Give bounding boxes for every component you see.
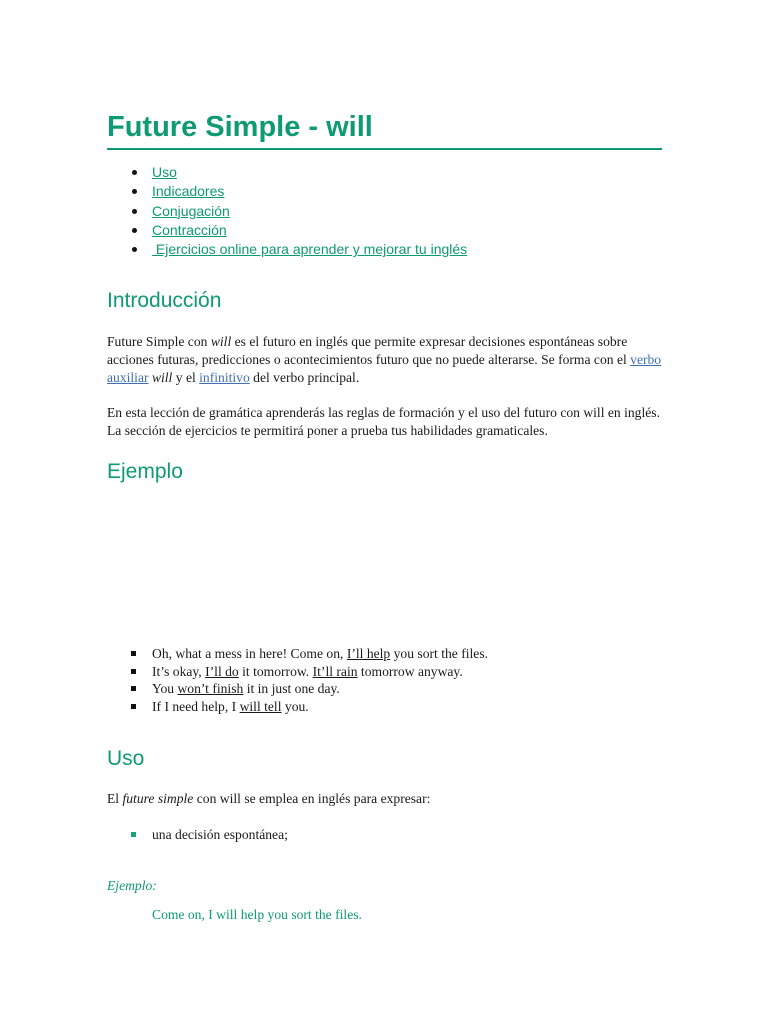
intro-will-1: will: [210, 334, 232, 349]
uso-list-item: una decisión espontánea;: [107, 826, 288, 844]
intro-text-e: del verbo principal.: [249, 370, 360, 385]
toc-link-uso[interactable]: Uso: [152, 164, 177, 180]
toc-link-ejercicios[interactable]: Ejercicios online para aprender y mejorar tu inglés: [152, 241, 468, 258]
example-list: [107, 645, 488, 716]
infinitivo-link[interactable]: infinitivo: [199, 370, 250, 385]
example-item: [107, 680, 488, 698]
toc-link-contraccion[interactable]: Contracción: [152, 221, 227, 238]
toc-item-uso: [107, 163, 467, 182]
page-title: Future Simple - will: [107, 109, 662, 150]
example-item: [107, 663, 488, 681]
uso-list: [107, 826, 288, 844]
intro-text-b: es el futuro en inglés que permite expresar decisiones espontáneas sobre acciones futuras, predicciones o acontecimientos futuro que no puede alterarse. Se forma con el: [107, 334, 631, 367]
uso-intro-text: con will se emplea en inglés para expresar:: [193, 791, 431, 806]
example-item: [107, 698, 488, 716]
intro-heading: Introducción: [107, 289, 222, 312]
toc-item-conjugacion: [107, 202, 467, 221]
example-text: tomorrow anyway.: [357, 663, 463, 679]
table-of-contents: [107, 163, 467, 259]
ejemplo-label: Ejemplo:: [107, 878, 157, 893]
example-text: If I need help, I: [152, 699, 240, 715]
uso-intro-text: El: [107, 791, 123, 806]
toc-link-indicadores[interactable]: Indicadores: [152, 183, 225, 200]
intro-text-a: Future Simple con: [107, 334, 211, 349]
example-text: Oh, what a mess in here! Come on,: [152, 646, 347, 661]
intro-will-2: will: [151, 370, 173, 385]
intro-paragraph-1: [107, 333, 662, 387]
example-text: you sort the files.: [390, 646, 489, 661]
ejemplo-sentence: Come on, I will help you sort the files.: [152, 907, 362, 922]
toc-link-conjugacion[interactable]: Conjugación: [152, 202, 230, 219]
toc-item-ejercicios: [107, 240, 467, 259]
verbo-auxiliar-link[interactable]: verbo auxiliar: [107, 352, 662, 385]
example-text: It’s okay,: [152, 663, 206, 679]
example-verb: It’ll rain: [312, 663, 358, 679]
example-text: You: [152, 681, 178, 697]
intro-text-d: y el: [172, 370, 200, 385]
example-text: it tomorrow.: [238, 663, 313, 679]
toc-item-contraccion: [107, 221, 467, 240]
toc-item-indicadores: [107, 182, 467, 201]
example-text: it in just one day.: [243, 681, 340, 697]
uso-intro: [107, 790, 662, 808]
uso-intro-term: future simple: [122, 791, 194, 806]
intro-paragraph-2: En esta lección de gramática aprenderás las reglas de formación y el uso del futuro con will en inglés. La sección de ejercicios te permitirá poner a prueba tus habilidades gramaticales.: [107, 405, 660, 438]
example-verb: won’t finish: [177, 681, 244, 697]
ejemplo-heading: Ejemplo: [107, 460, 183, 483]
example-text: you.: [281, 699, 309, 715]
example-verb: I’ll do: [205, 663, 239, 679]
example-verb: I’ll help: [346, 646, 391, 661]
example-item: [107, 645, 488, 663]
uso-heading: Uso: [107, 747, 145, 770]
example-verb: will tell: [239, 699, 282, 715]
